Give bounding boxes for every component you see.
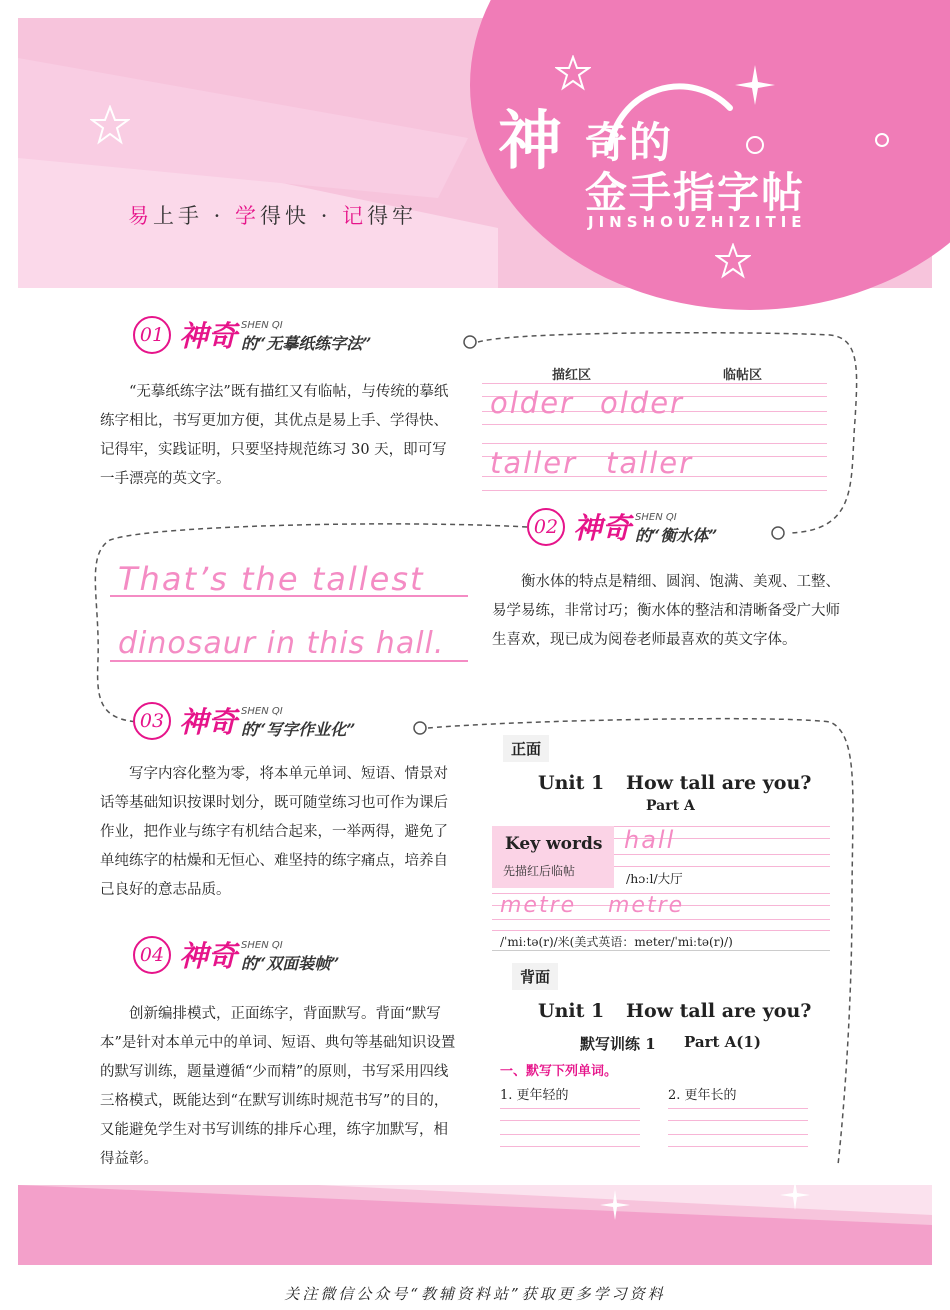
back-unit-title: How tall are you? xyxy=(626,1000,812,1022)
de-char: 的 xyxy=(635,526,652,545)
front-part: Part A xyxy=(646,798,695,814)
de-char: 的 xyxy=(241,720,258,739)
brand-line1: 奇的 xyxy=(585,118,674,167)
section-02-heading xyxy=(527,508,717,546)
front-unit-title: How tall are you? xyxy=(626,772,812,794)
front-unit: Unit 1 xyxy=(538,772,605,794)
brand-line2: 金手指字帖 xyxy=(585,168,806,217)
brand-pinyin: JINSHOUZHIZITIE xyxy=(588,213,807,231)
shenqi-label: 神奇 xyxy=(179,705,238,739)
brand-char: 神 xyxy=(498,104,562,179)
slogan-mark: 学 xyxy=(235,204,261,228)
trace-word: older xyxy=(490,386,574,420)
section-01-text: “无摹纸练字法”既有描红又有临帖，与传统的摹纸练字相比，书写更加方便，其优点是易上手、学得快、记得牢，实践证明，只要坚持规范练习 30 天，即可写一手漂亮的英文字。 xyxy=(100,384,449,487)
trace-word-metre: metre xyxy=(500,893,577,918)
shenqi-pinyin: SHEN QI xyxy=(241,320,283,331)
dictation-q1: 1. 更年轻的 xyxy=(500,1088,569,1103)
handwriting-sample-line2: dinosaur in this hall. xyxy=(118,626,445,661)
back-train: 默写训练 1 xyxy=(580,1035,656,1053)
back-unit: Unit 1 xyxy=(538,1000,605,1022)
shenqi-pinyin: SHEN QI xyxy=(241,940,283,951)
slogan-rest: 得牢 xyxy=(367,204,418,228)
section-number: 04 xyxy=(133,936,171,974)
sparkle-icon xyxy=(780,1180,810,1210)
slogan-rest: 上手 xyxy=(153,204,203,228)
back-tag: 背面 xyxy=(512,963,558,990)
copy-word: older xyxy=(600,386,684,420)
shenqi-pinyin: SHEN QI xyxy=(241,706,283,717)
trace-area-label: 描红区 xyxy=(552,368,592,383)
shenqi-label: 神奇 xyxy=(179,939,238,973)
phonetic-metre: /ˈmiːtə(r)/米(美式英语：meter/ˈmiːtə(r)/) xyxy=(500,935,733,949)
section-title: “衡水体” xyxy=(651,526,718,545)
slogan-sep: · xyxy=(203,204,236,228)
trace-word-hall: hall xyxy=(624,826,676,854)
key-words-hint: 先描红后临帖 xyxy=(503,864,576,878)
key-words-label: Key words xyxy=(505,834,603,854)
dictation-instruction: 一、默写下列单词。 xyxy=(500,1064,618,1079)
slogan-mark: 记 xyxy=(342,204,368,228)
section-title: “写字作业化” xyxy=(257,720,356,739)
copy-word-metre: metre xyxy=(608,893,685,918)
copy-area-label: 临帖区 xyxy=(723,368,763,383)
slogan-sep: · xyxy=(310,204,343,228)
sparkle-icon xyxy=(600,1190,630,1220)
section-02-text: 衡水体的特点是精细、圆润、饱满、美观、工整、易学易练，非常讨巧；衡水体的整洁和清晰备受广大师生喜欢，现已成为阅卷老师最喜欢的英文字体。 xyxy=(492,574,840,648)
back-part: Part A(1) xyxy=(684,1033,761,1051)
section-03-text: 写字内容化整为零，将本单元单词、短语、情景对话等基础知识按课时划分，既可随堂练习也可作为课后作业，把作业与练字有机结合起来，一举两得，避免了单纯练字的枯燥和无恒心、难坚持的练字痛点，培养自己良好的意志品质。 xyxy=(100,766,448,898)
section-title: “双面装帧” xyxy=(257,954,340,973)
section-04-heading xyxy=(133,936,339,974)
section-04-text: 创新编排模式，正面练字，背面默写。背面“默写本”是针对本单元中的单词、短语、典句等基础知识设置的默写训练，题量遵循“少而精”的原则，书写采用四线三格模式，既能达到“在默写训练时规范书写”的目的，又能避免学生对书写训练的排斥心理，练字加默写，相得益彰。 xyxy=(100,1006,456,1167)
handwriting-sample-line1: That’s the tallest xyxy=(118,560,425,598)
shenqi-label: 神奇 xyxy=(573,511,632,545)
shenqi-label: 神奇 xyxy=(179,319,238,353)
de-char: 的 xyxy=(241,954,258,973)
dictation-q2: 2. 更年长的 xyxy=(668,1088,737,1103)
trace-word: taller xyxy=(490,446,578,480)
slogan-rest: 得快 xyxy=(260,204,311,228)
section-number: 03 xyxy=(133,702,171,740)
shenqi-pinyin: SHEN QI xyxy=(635,512,677,523)
footer-note: 关注微信公众号“教辅资料站”获取更多学习资料 xyxy=(284,1285,666,1303)
section-number: 02 xyxy=(527,508,565,546)
slogan-mark: 易 xyxy=(128,204,153,228)
de-char: 的 xyxy=(241,334,258,353)
front-tag: 正面 xyxy=(503,735,549,762)
copy-word: taller xyxy=(606,446,694,480)
section-01-heading xyxy=(133,316,371,354)
section-title: “无摹纸练字法” xyxy=(257,334,372,353)
phonetic-hall: /hɔːl/大厅 xyxy=(626,871,683,886)
section-03-heading xyxy=(133,702,355,740)
section-number: 01 xyxy=(133,316,171,354)
